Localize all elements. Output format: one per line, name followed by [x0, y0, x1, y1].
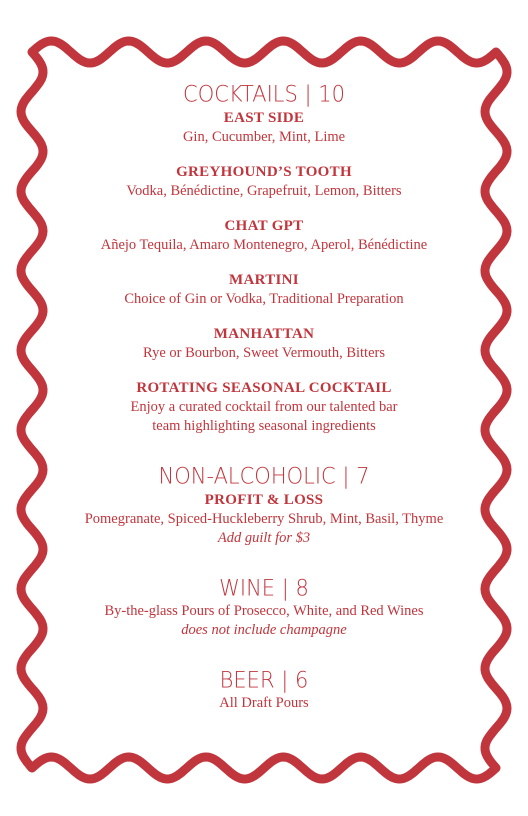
item-name: EAST SIDE	[223, 110, 305, 126]
section-title-non-alcoholic: NON-ALCOHOLIC | 7	[158, 463, 370, 489]
menu-item-profit-and-loss	[60, 490, 468, 548]
item-name: PROFIT & LOSS	[204, 492, 324, 508]
item-description: All Draft Pours	[219, 695, 309, 711]
menu-item-martini	[60, 270, 468, 309]
drinks-menu	[60, 80, 468, 713]
menu-item-manhattan	[60, 324, 468, 363]
item-name: MARTINI	[229, 272, 299, 288]
section-title-beer: BEER | 6	[219, 667, 309, 693]
section-cocktails	[60, 80, 468, 436]
section-wine	[60, 574, 468, 640]
item-description: Pomegranate, Spiced-Huckleberry Shrub, Mint, Basil, Thyme	[84, 511, 444, 527]
item-name: CHAT GPT	[224, 218, 304, 234]
section-non-alcoholic	[60, 462, 468, 548]
item-description: Gin, Cucumber, Mint, Lime	[182, 129, 346, 145]
section-title-wine: WINE | 8	[219, 575, 309, 601]
item-description: Rye or Bourbon, Sweet Vermouth, Bitters	[142, 345, 385, 361]
item-name: ROTATING SEASONAL COCKTAIL	[136, 380, 392, 396]
item-description: By-the-glass Pours of Prosecco, White, and Red Wines	[104, 603, 424, 619]
section-beer	[60, 666, 468, 713]
menu-item-chat-gpt	[60, 216, 468, 255]
menu-item-east-side	[60, 108, 468, 147]
item-description-line: Enjoy a curated cocktail from our talented bar	[130, 399, 398, 415]
menu-item-greyhounds-tooth	[60, 162, 468, 201]
menu-item-rotating-seasonal-cocktail	[60, 378, 468, 436]
menu-item-wine	[60, 602, 468, 640]
item-description: Vodka, Bénédictine, Grapefruit, Lemon, Bitters	[126, 183, 402, 199]
item-note: does not include champagne	[181, 622, 347, 638]
item-note: Add guilt for $3	[217, 530, 311, 546]
section-title-cocktails: COCKTAILS | 10	[183, 81, 345, 107]
item-description: Añejo Tequila, Amaro Montenegro, Aperol, Bénédictine	[100, 237, 428, 253]
menu-item-beer	[60, 694, 468, 713]
item-name: MANHATTAN	[213, 326, 315, 342]
item-name: GREYHOUND’S TOOTH	[176, 164, 352, 180]
item-description-line: team highlighting seasonal ingredients	[152, 418, 376, 434]
item-description: Choice of Gin or Vodka, Traditional Preparation	[124, 291, 404, 307]
